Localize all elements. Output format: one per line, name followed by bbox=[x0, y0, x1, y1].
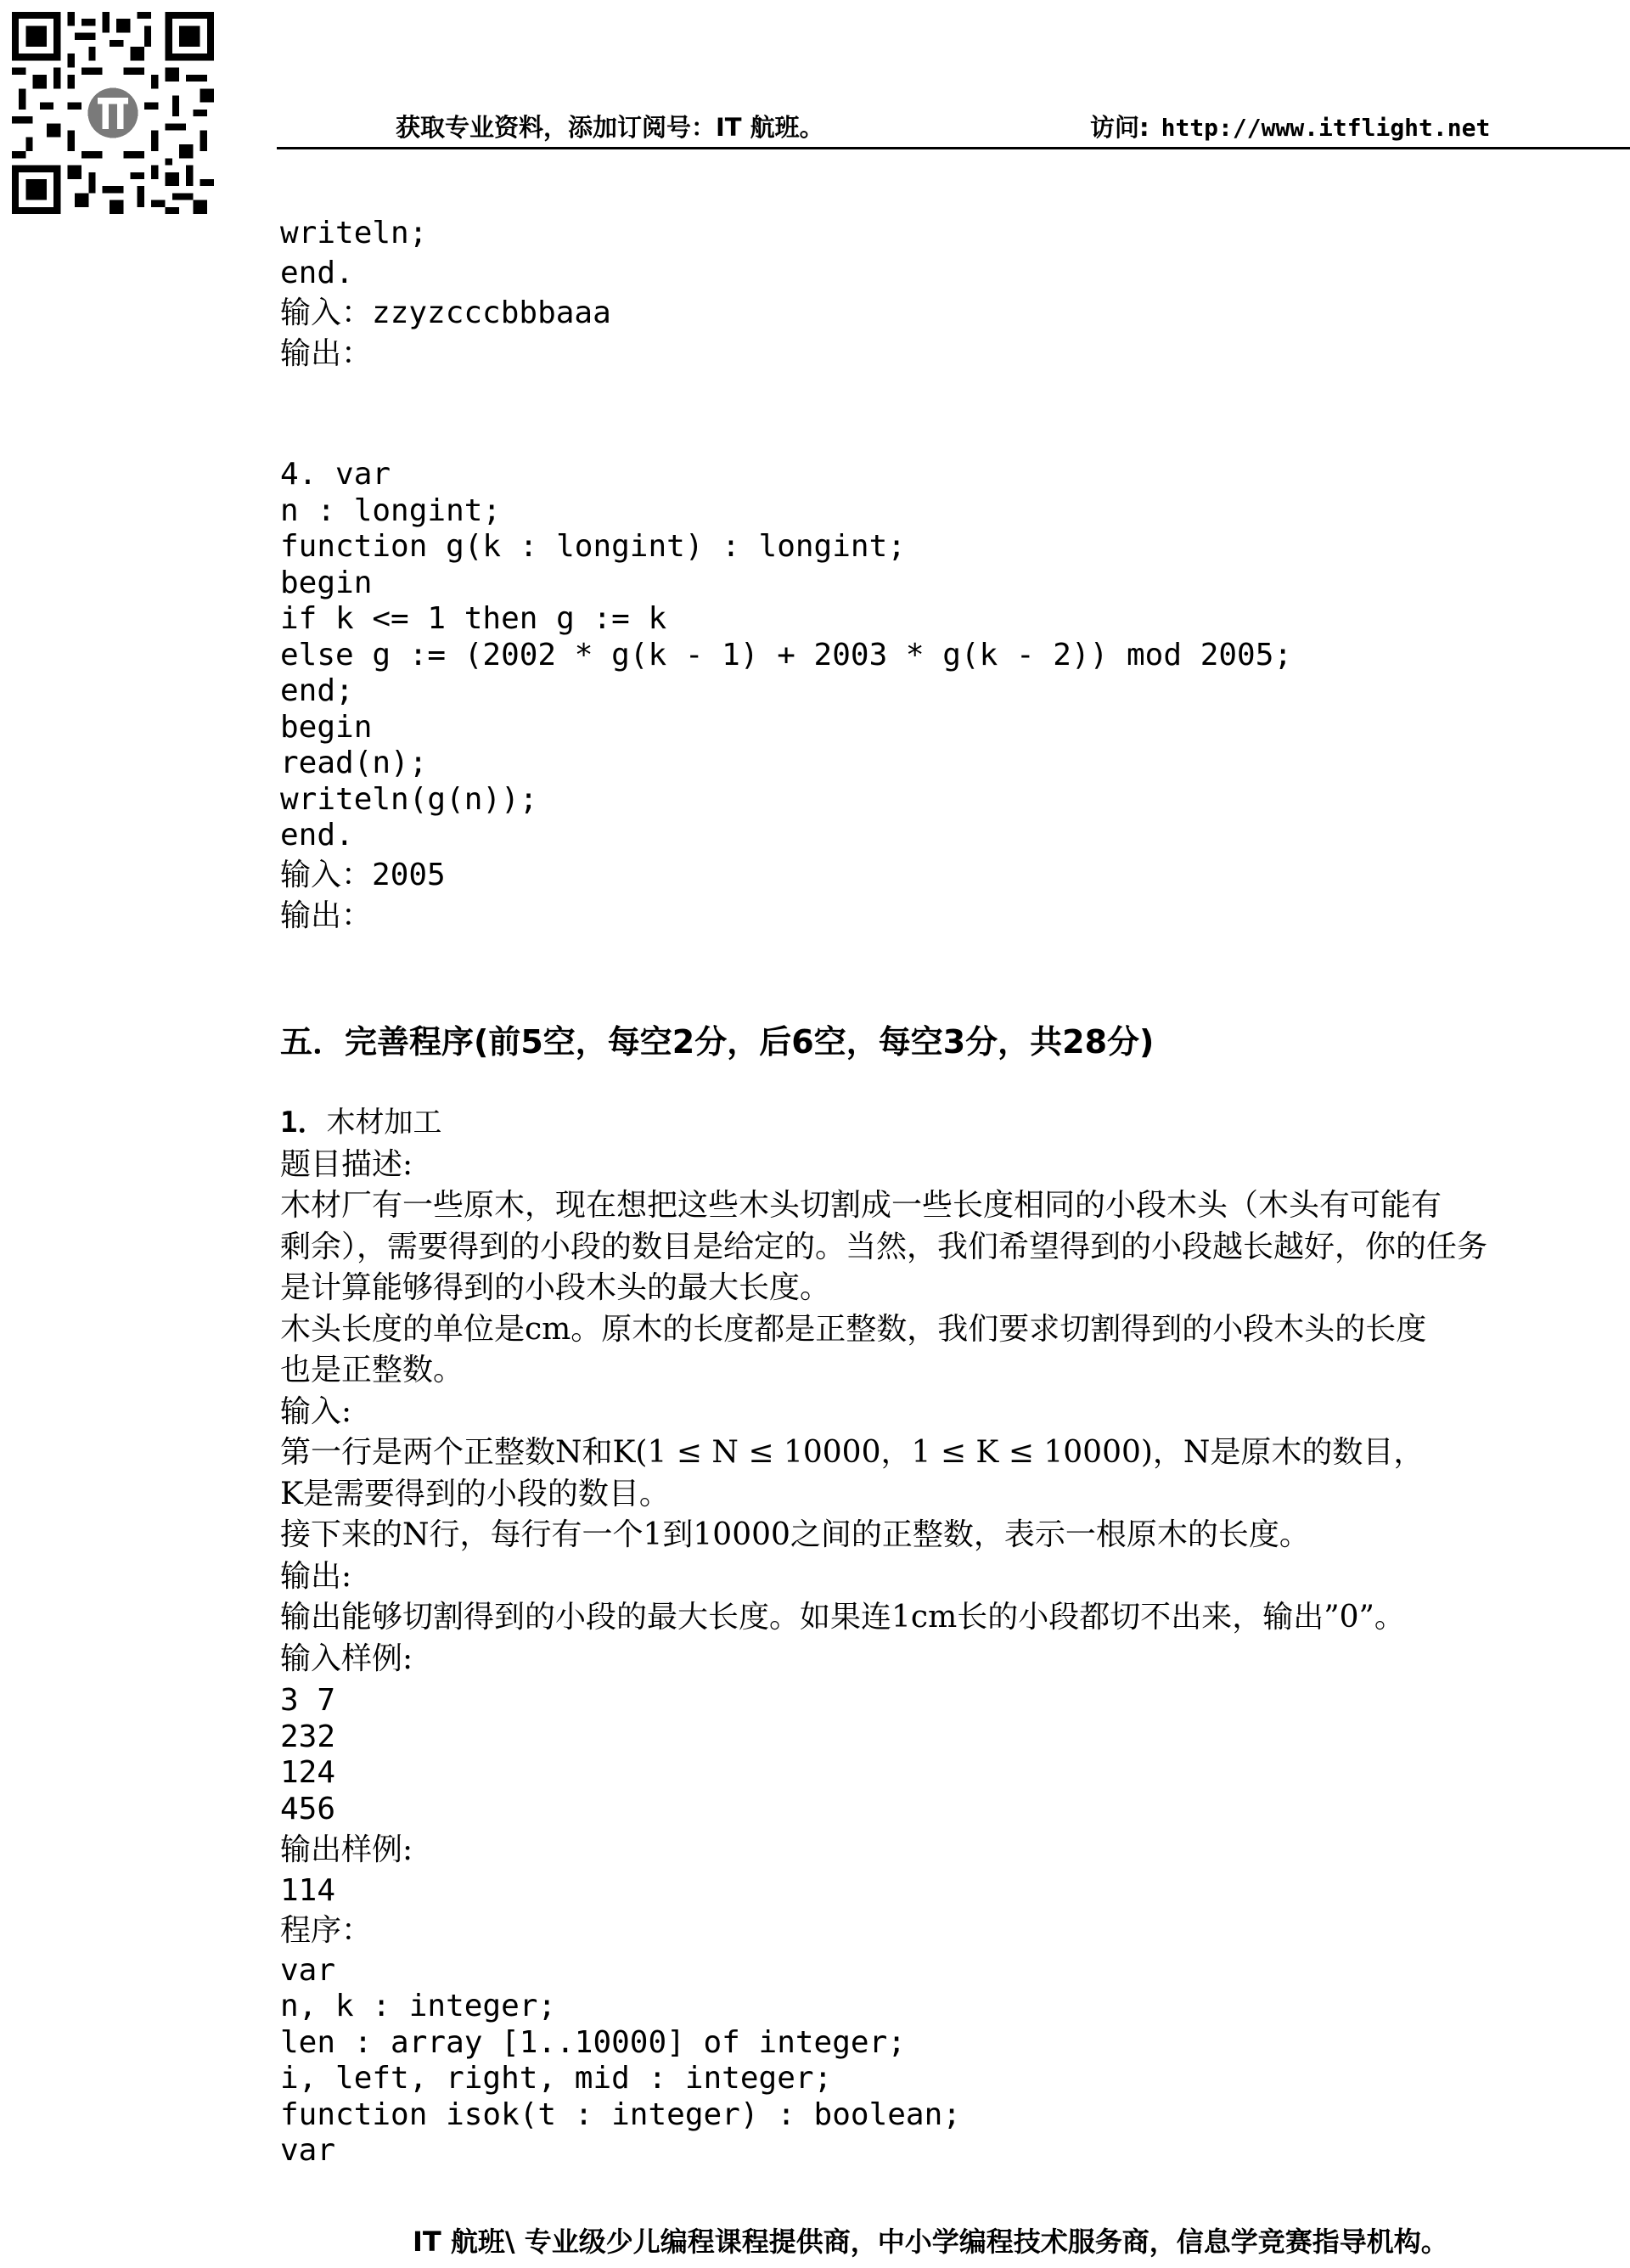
code-line: end; bbox=[280, 673, 354, 708]
code-line: function isok(t : integer) : boolean; bbox=[280, 2097, 961, 2132]
input-spec-label: 输入: bbox=[280, 1394, 352, 1429]
desc-line: 是计算能够得到的小段木头的最大长度。 bbox=[280, 1270, 831, 1305]
footer-text: IT 航班\ 专业级少儿编程课程提供商，中小学编程技术服务商，信息学竞赛指导机构。 bbox=[413, 2226, 1448, 2258]
code-line: n, k : integer; bbox=[280, 1989, 557, 2023]
header-divider bbox=[277, 147, 1630, 149]
io-input-line bbox=[280, 295, 611, 331]
code-line: begin bbox=[280, 566, 373, 600]
desc-line: 木材厂有一些原木，现在想把这些木头切割成一些长度相同的小段木头（木头有可能有 bbox=[280, 1188, 1442, 1223]
code-line: function g(k : longint) : longint; bbox=[280, 529, 906, 564]
code-line: n : longint; bbox=[280, 493, 502, 528]
code-line: i, left, right, mid : integer; bbox=[280, 2061, 833, 2096]
sample-output-label: 输出样例: bbox=[280, 1832, 413, 1867]
problem-name: 木材加工 bbox=[326, 1106, 442, 1140]
output-label: 输出： bbox=[280, 336, 373, 371]
problem-number: 1． bbox=[280, 1106, 327, 1140]
code-line: 4. var bbox=[280, 457, 391, 492]
sample-input-line: 3 7 bbox=[280, 1683, 336, 1718]
code-line: var bbox=[280, 2133, 336, 2168]
io-output-line bbox=[280, 898, 372, 934]
header-visit bbox=[1090, 110, 1490, 144]
sample-input-line: 232 bbox=[280, 1719, 336, 1754]
code-line: len : array [1..10000] of integer; bbox=[280, 2025, 906, 2060]
code-line: writeln; bbox=[280, 216, 428, 250]
problem-title bbox=[280, 1104, 441, 1141]
io-output-line bbox=[280, 336, 372, 372]
section-heading: 五．完善程序(前5空，每空2分，后6空，每空3分，共28分) bbox=[280, 1023, 1155, 1061]
sample-output-line: 114 bbox=[280, 1873, 336, 1908]
code-line: read(n); bbox=[280, 746, 428, 780]
output-label: 输出： bbox=[280, 898, 373, 933]
header-subscribe-text: 获取专业资料，添加订阅号：IT 航班。 bbox=[396, 113, 824, 142]
header-url-link[interactable]: http://www.itflight.net bbox=[1161, 114, 1491, 142]
desc-line: 剩余），需要得到的小段的数目是给定的。当然，我们希望得到的小段越长越好，你的任务 bbox=[280, 1230, 1488, 1264]
input-label: 输入： bbox=[280, 858, 373, 892]
output-spec-line: 输出能够切割得到的小段的最大长度。如果连1cm长的小段都切不出来，输出”0”。 bbox=[280, 1600, 1405, 1635]
code-line: end. bbox=[280, 818, 354, 853]
desc-line: 也是正整数。 bbox=[280, 1353, 464, 1387]
input-spec-line: K是需要得到的小段的数目。 bbox=[280, 1477, 670, 1511]
code-line: else g := (2002 * g(k - 1) + 2003 * g(k - 2)) mod 2005; bbox=[280, 638, 1293, 673]
code-line: begin bbox=[280, 710, 373, 745]
sample-input-label: 输入样例: bbox=[280, 1641, 413, 1676]
header-visit-label: 访问: bbox=[1090, 113, 1149, 142]
sample-input-line: 124 bbox=[280, 1755, 336, 1790]
input-value: zzyzcccbbbaaa bbox=[372, 295, 611, 330]
code-line: if k <= 1 then g := k bbox=[280, 601, 667, 636]
io-input-line bbox=[280, 858, 446, 893]
input-value: 2005 bbox=[372, 858, 446, 892]
input-spec-line: 接下来的N行，每行有一个1到10000之间的正整数，表示一根原木的长度。 bbox=[280, 1517, 1310, 1552]
code-line: var bbox=[280, 1953, 336, 1988]
code-line: writeln(g(n)); bbox=[280, 782, 538, 817]
input-spec-line: 第一行是两个正整数N和K(1 ≤ N ≤ 10000，1 ≤ K ≤ 10000)，N是原木的数目， bbox=[280, 1435, 1425, 1470]
desc-line: 木头长度的单位是cm。原木的长度都是正整数，我们要求切割得到的小段木头的长度 bbox=[280, 1312, 1427, 1347]
sample-input-line: 456 bbox=[280, 1792, 336, 1826]
output-spec-label: 输出: bbox=[280, 1559, 352, 1594]
input-label: 输入： bbox=[280, 295, 373, 330]
desc-label: 题目描述: bbox=[280, 1147, 413, 1182]
qr-code bbox=[12, 12, 214, 214]
code-line: end. bbox=[280, 256, 354, 290]
program-label: 程序： bbox=[280, 1913, 373, 1948]
